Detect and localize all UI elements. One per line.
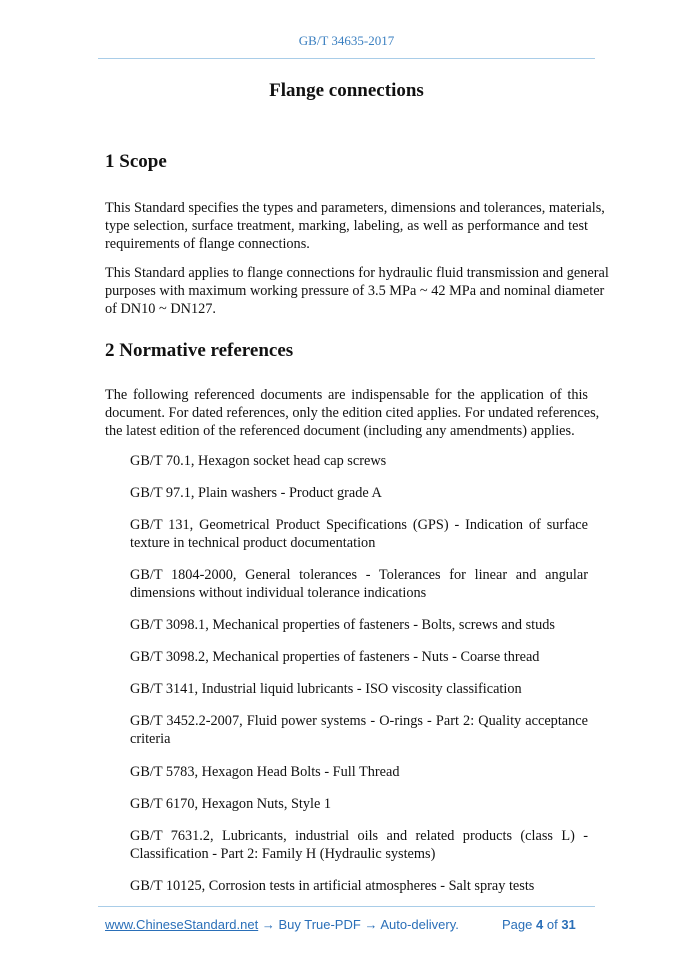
- page-title: Flange connections: [269, 80, 424, 101]
- reference-item: [130, 795, 588, 813]
- section-heading-scope: 1 Scope: [105, 151, 167, 172]
- text-line: of DN10 ~ DN127.: [105, 301, 216, 317]
- text-line: This Standard applies to flange connections for hydraulic fluid transmission and general: [105, 265, 609, 281]
- document-id-header: GB/T 34635-2017: [298, 33, 395, 48]
- of-label: of: [546, 917, 558, 932]
- footer-divider: [98, 906, 595, 907]
- scope-paragraph-2: [105, 264, 609, 318]
- reference-item: [130, 877, 588, 895]
- text-line: GB/T 10125, Corrosion tests in artificial atmospheres - Salt spray tests: [130, 878, 535, 894]
- reference-item: [130, 566, 588, 602]
- reference-item: [130, 712, 588, 748]
- text-line: This Standard specifies the types and parameters, dimensions and tolerances, materials,: [105, 200, 605, 216]
- arrow-right-icon: →: [261, 917, 275, 932]
- current-page: 4: [536, 917, 544, 932]
- reference-item: [130, 484, 588, 502]
- text-line: GB/T 3098.1, Mechanical properties of fasteners - Bolts, screws and studs: [130, 617, 555, 633]
- text-line: GB/T 7631.2, Lubricants, industrial oils and related products (class L) -: [130, 828, 588, 844]
- buy-pdf-text: Buy True-PDF: [278, 917, 361, 932]
- arrow-right-icon: →: [364, 917, 378, 932]
- reference-item: [130, 763, 588, 781]
- page-label: Page: [502, 917, 533, 932]
- text-line: dimensions without individual tolerance indications: [130, 585, 427, 601]
- total-pages: 31: [561, 917, 576, 932]
- text-line: Classification - Part 2: Family H (Hydraulic systems): [130, 846, 436, 862]
- reference-item: [130, 452, 588, 470]
- text-line: GB/T 1804-2000, General tolerances - Tolerances for linear and angular: [130, 567, 588, 583]
- text-line: the latest edition of the referenced document (including any amendments) applies.: [105, 423, 575, 439]
- header-divider: [98, 58, 595, 59]
- text-line: GB/T 3141, Industrial liquid lubricants - ISO viscosity classification: [130, 681, 522, 697]
- text-line: criteria: [130, 731, 171, 747]
- text-line: purposes with maximum working pressure of 3.5 MPa ~ 42 MPa and nominal diameter: [105, 283, 605, 299]
- auto-delivery-text: Auto-delivery.: [380, 917, 459, 932]
- text-line: GB/T 5783, Hexagon Head Bolts - Full Thread: [130, 764, 400, 780]
- text-line: GB/T 70.1, Hexagon socket head cap screws: [130, 453, 387, 469]
- text-line: GB/T 97.1, Plain washers - Product grade A: [130, 485, 382, 501]
- page-number: [502, 917, 576, 932]
- reference-item: [130, 827, 588, 863]
- text-line: type selection, surface treatment, marking, labeling, as well as performance and test: [105, 218, 588, 234]
- text-line: GB/T 3452.2-2007, Fluid power systems - O-rings - Part 2: Quality acceptance: [130, 713, 588, 729]
- footer-promo: [105, 917, 459, 932]
- text-line: document. For dated references, only the edition cited applies. For undated references,: [105, 405, 600, 421]
- website-link[interactable]: www.ChineseStandard.net: [105, 917, 259, 932]
- references-intro: [105, 386, 600, 440]
- reference-item: [130, 680, 588, 698]
- text-line: requirements of flange connections.: [105, 236, 310, 252]
- text-line: The following referenced documents are indispensable for the application of this: [105, 387, 588, 403]
- text-line: GB/T 3098.2, Mechanical properties of fasteners - Nuts - Coarse thread: [130, 649, 540, 665]
- reference-item: [130, 516, 588, 552]
- reference-item: [130, 616, 588, 634]
- section-heading-normative-references: 2 Normative references: [105, 340, 294, 361]
- reference-item: [130, 648, 588, 666]
- text-line: texture in technical product documentation: [130, 535, 376, 551]
- scope-paragraph-1: [105, 199, 605, 253]
- text-line: GB/T 6170, Hexagon Nuts, Style 1: [130, 796, 332, 812]
- text-line: GB/T 131, Geometrical Product Specifications (GPS) - Indication of surface: [130, 517, 588, 533]
